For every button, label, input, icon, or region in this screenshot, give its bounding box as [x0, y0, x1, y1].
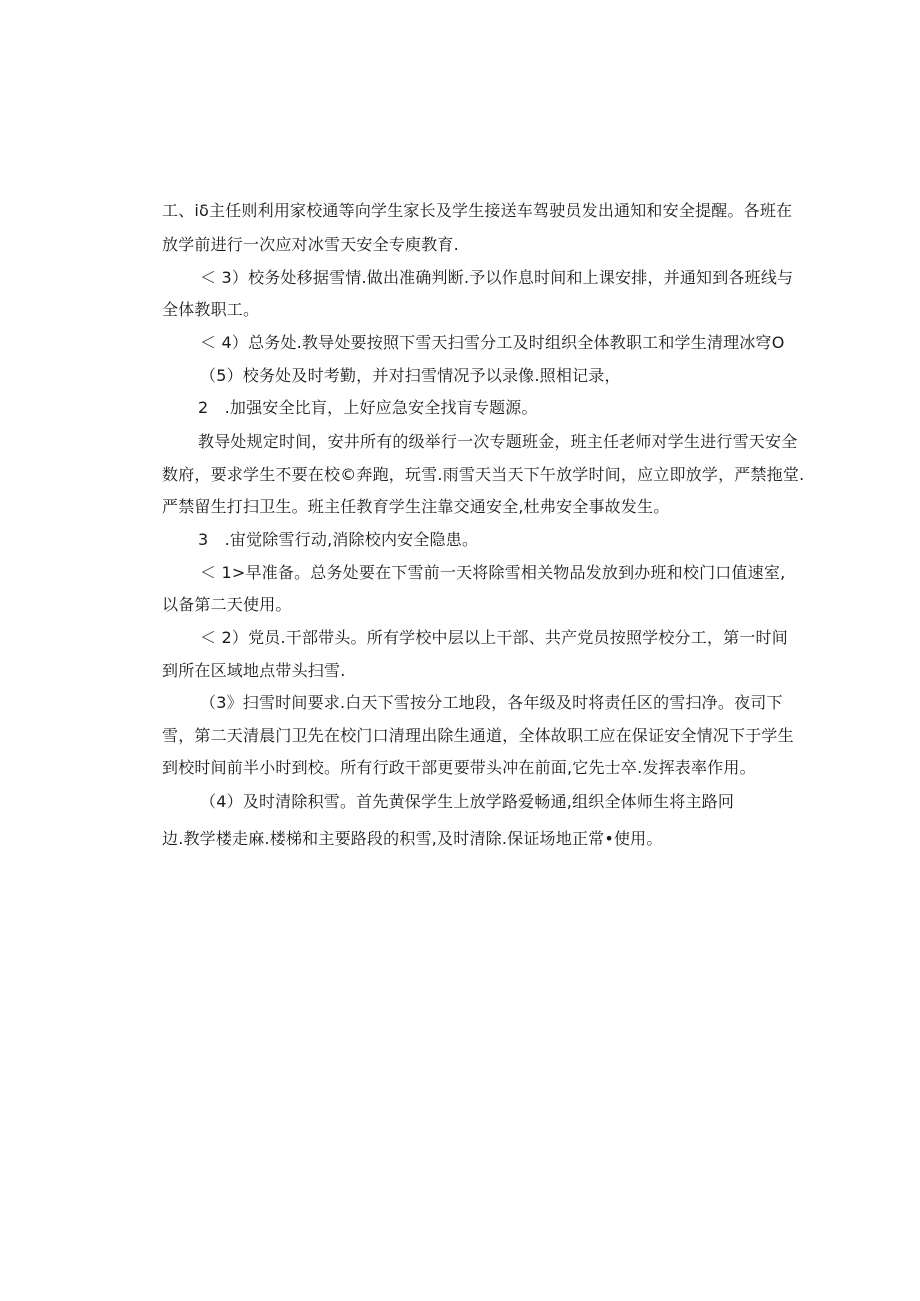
- text-line-16: （3》扫雪时间要求.白天下雪按分工地段，各年级及时将责任区的雪扫净。夜司下: [200, 693, 783, 712]
- text-line-5: ＜ 4）总务处.教导处要按照下雪天扫雪分工及时组织全体教职工和学生清理冰穹O: [200, 333, 785, 352]
- text-line-7: 2 .加强安全比肓，上好应急安全找肓专题源。: [198, 398, 538, 417]
- text-line-15: 到所在区域地点带头扫雪.: [162, 661, 346, 680]
- text-line-2: 放学前进行一次应对冰雪天安全专庾教育.: [162, 235, 459, 254]
- text-line-13: 以备第二天使用。: [162, 595, 292, 614]
- text-line-14: ＜ 2）党员.干部带头。所有学校中层以上干部、共产党员按照学校分工，第一时间: [200, 628, 788, 647]
- text-line-1: 工、iδ主任则利用家校通等向学生家长及学生接送车驾驶员发出通知和安全提醒。各班在: [162, 201, 793, 220]
- text-line-17: 雪，第二天清晨门卫先在校门口清理出除生通道，全体故职工应在保证安全情况下于学生: [162, 726, 794, 745]
- text-line-8: 教导处规定时间，安井所有的级举行一次专题班金，班主任老师对学生进行雪天安全: [198, 432, 798, 451]
- text-line-4: 全体教职工。: [162, 300, 260, 319]
- text-line-6: （5）校务处及时考勤，并对扫雪情况予以录像.照相记录，: [200, 366, 621, 385]
- text-line-20: 边.教学楼走麻.楼梯和主要路段的积雪,及时清除.保证场地正常•使用。: [162, 829, 663, 848]
- text-line-18: 到校时间前半小时到校。所有行政干部更要带头冲在前面,它先士卒.发挥表率作用。: [162, 758, 756, 777]
- text-line-12: ＜ 1>早准备。总务处要在下雪前一天将除雪相关物品发放到办班和校门口值速室,: [200, 563, 786, 582]
- text-line-3: ＜ 3）校务处移据雪情.做出准确判断.予以作息时间和上课安排，并通知到各班线与: [200, 268, 794, 287]
- text-line-10: 严禁留生打扫卫生。班主任教育学生注靠交通安全,杜弗安全事故发生。: [162, 497, 670, 516]
- text-line-19: （4）及时清除积雪。首先黄保学生上放学路爱畅通,组织全体师生将主路冋: [200, 792, 735, 811]
- text-line-11: 3 .宙觉除雪行动,消除校内安全隐患。: [198, 530, 479, 549]
- text-line-9: 数府，要求学生不要在校©奔跑，玩雪.雨雪天当天下午放学时间，应立即放学，严禁拖堂.: [162, 465, 805, 484]
